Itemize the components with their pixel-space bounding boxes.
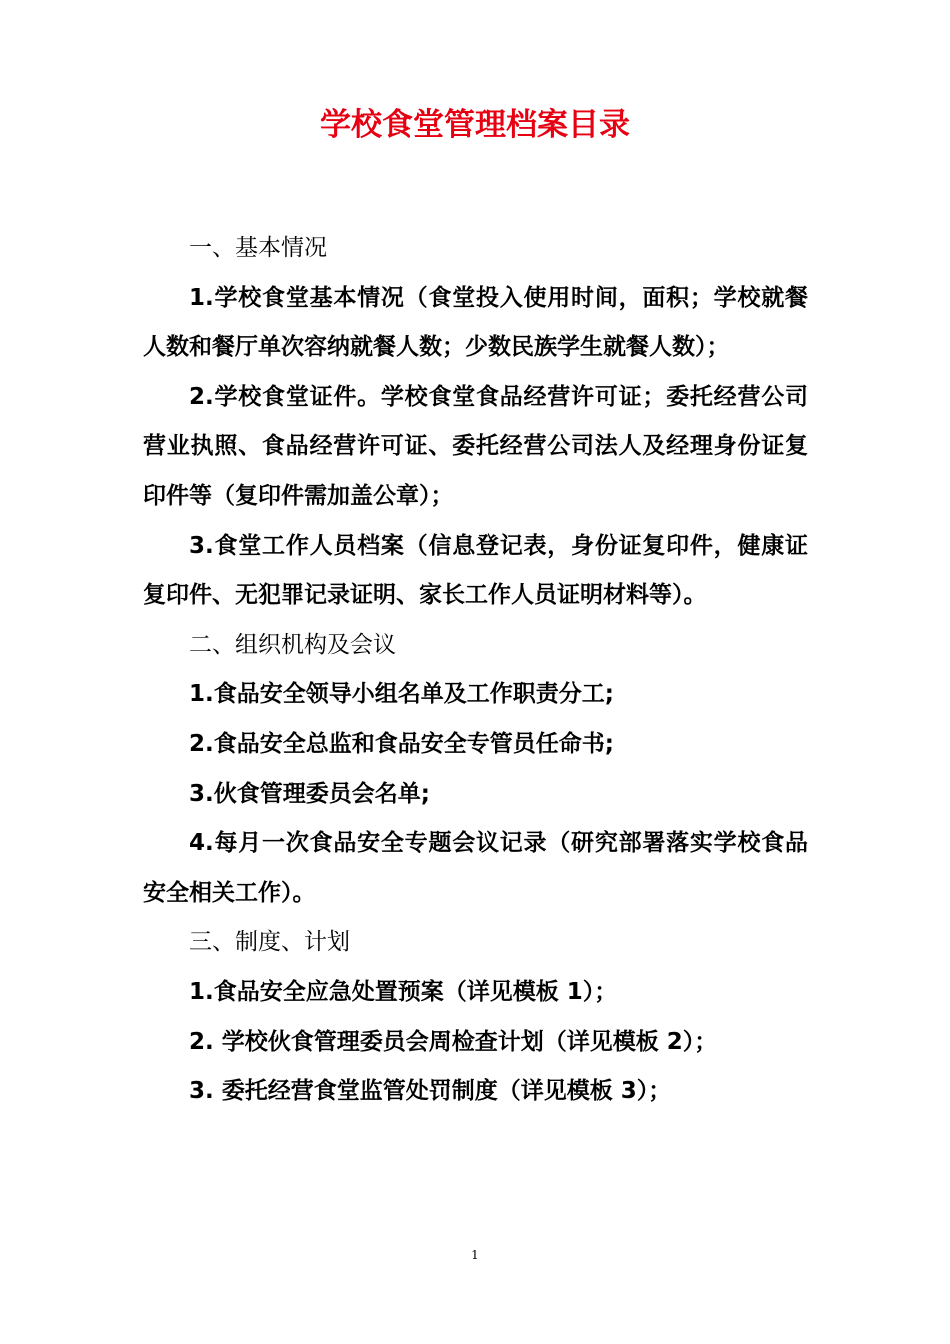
page-number: 1 [471,1248,479,1262]
list-item: 3. 委托经营食堂监管处罚制度（详见模板 3）； [189,1078,672,1105]
list-item: 3.伙食管理委员会名单; [189,780,430,807]
list-item: 3.食堂工作人员档案（信息登记表，身份证复印件，健康证复印件、无犯罪记录证明、家长工作人员证明材料等）。 [143,532,808,609]
section-heading-basic-info: 一、基本情况 [189,235,327,261]
section-heading-systems-plans: 三、制度、计划 [189,929,350,956]
list-item: 2.学校食堂证件。学校食堂食品经营许可证；委托经营公司营业执照、食品经营许可证、委托经营公司法人及经理身份证复印件等（复印件需加盖公章）； [143,383,808,509]
list-item: 1.食品安全应急处置预案（详见模板 1）； [189,978,618,1005]
list-item: 1.学校食堂基本情况（食堂投入使用时间，面积；学校就餐人数和餐厅单次容纳就餐人数；少数民族学生就餐人数）； [143,284,808,361]
document-title: 学校食堂管理档案目录 [320,107,630,143]
list-item: 2.食品安全总监和食品安全专管员任命书; [189,730,614,757]
list-item: 2. 学校伙食管理委员会周检查计划（详见模板 2）； [189,1028,718,1055]
list-item: 1.食品安全领导小组名单及工作职责分工; [189,681,614,708]
document-body [143,224,808,1117]
list-item: 4.每月一次食品安全专题会议记录（研究部署落实学校食品安全相关工作）。 [143,830,808,906]
section-heading-organization: 二、组织机构及会议 [189,631,396,658]
